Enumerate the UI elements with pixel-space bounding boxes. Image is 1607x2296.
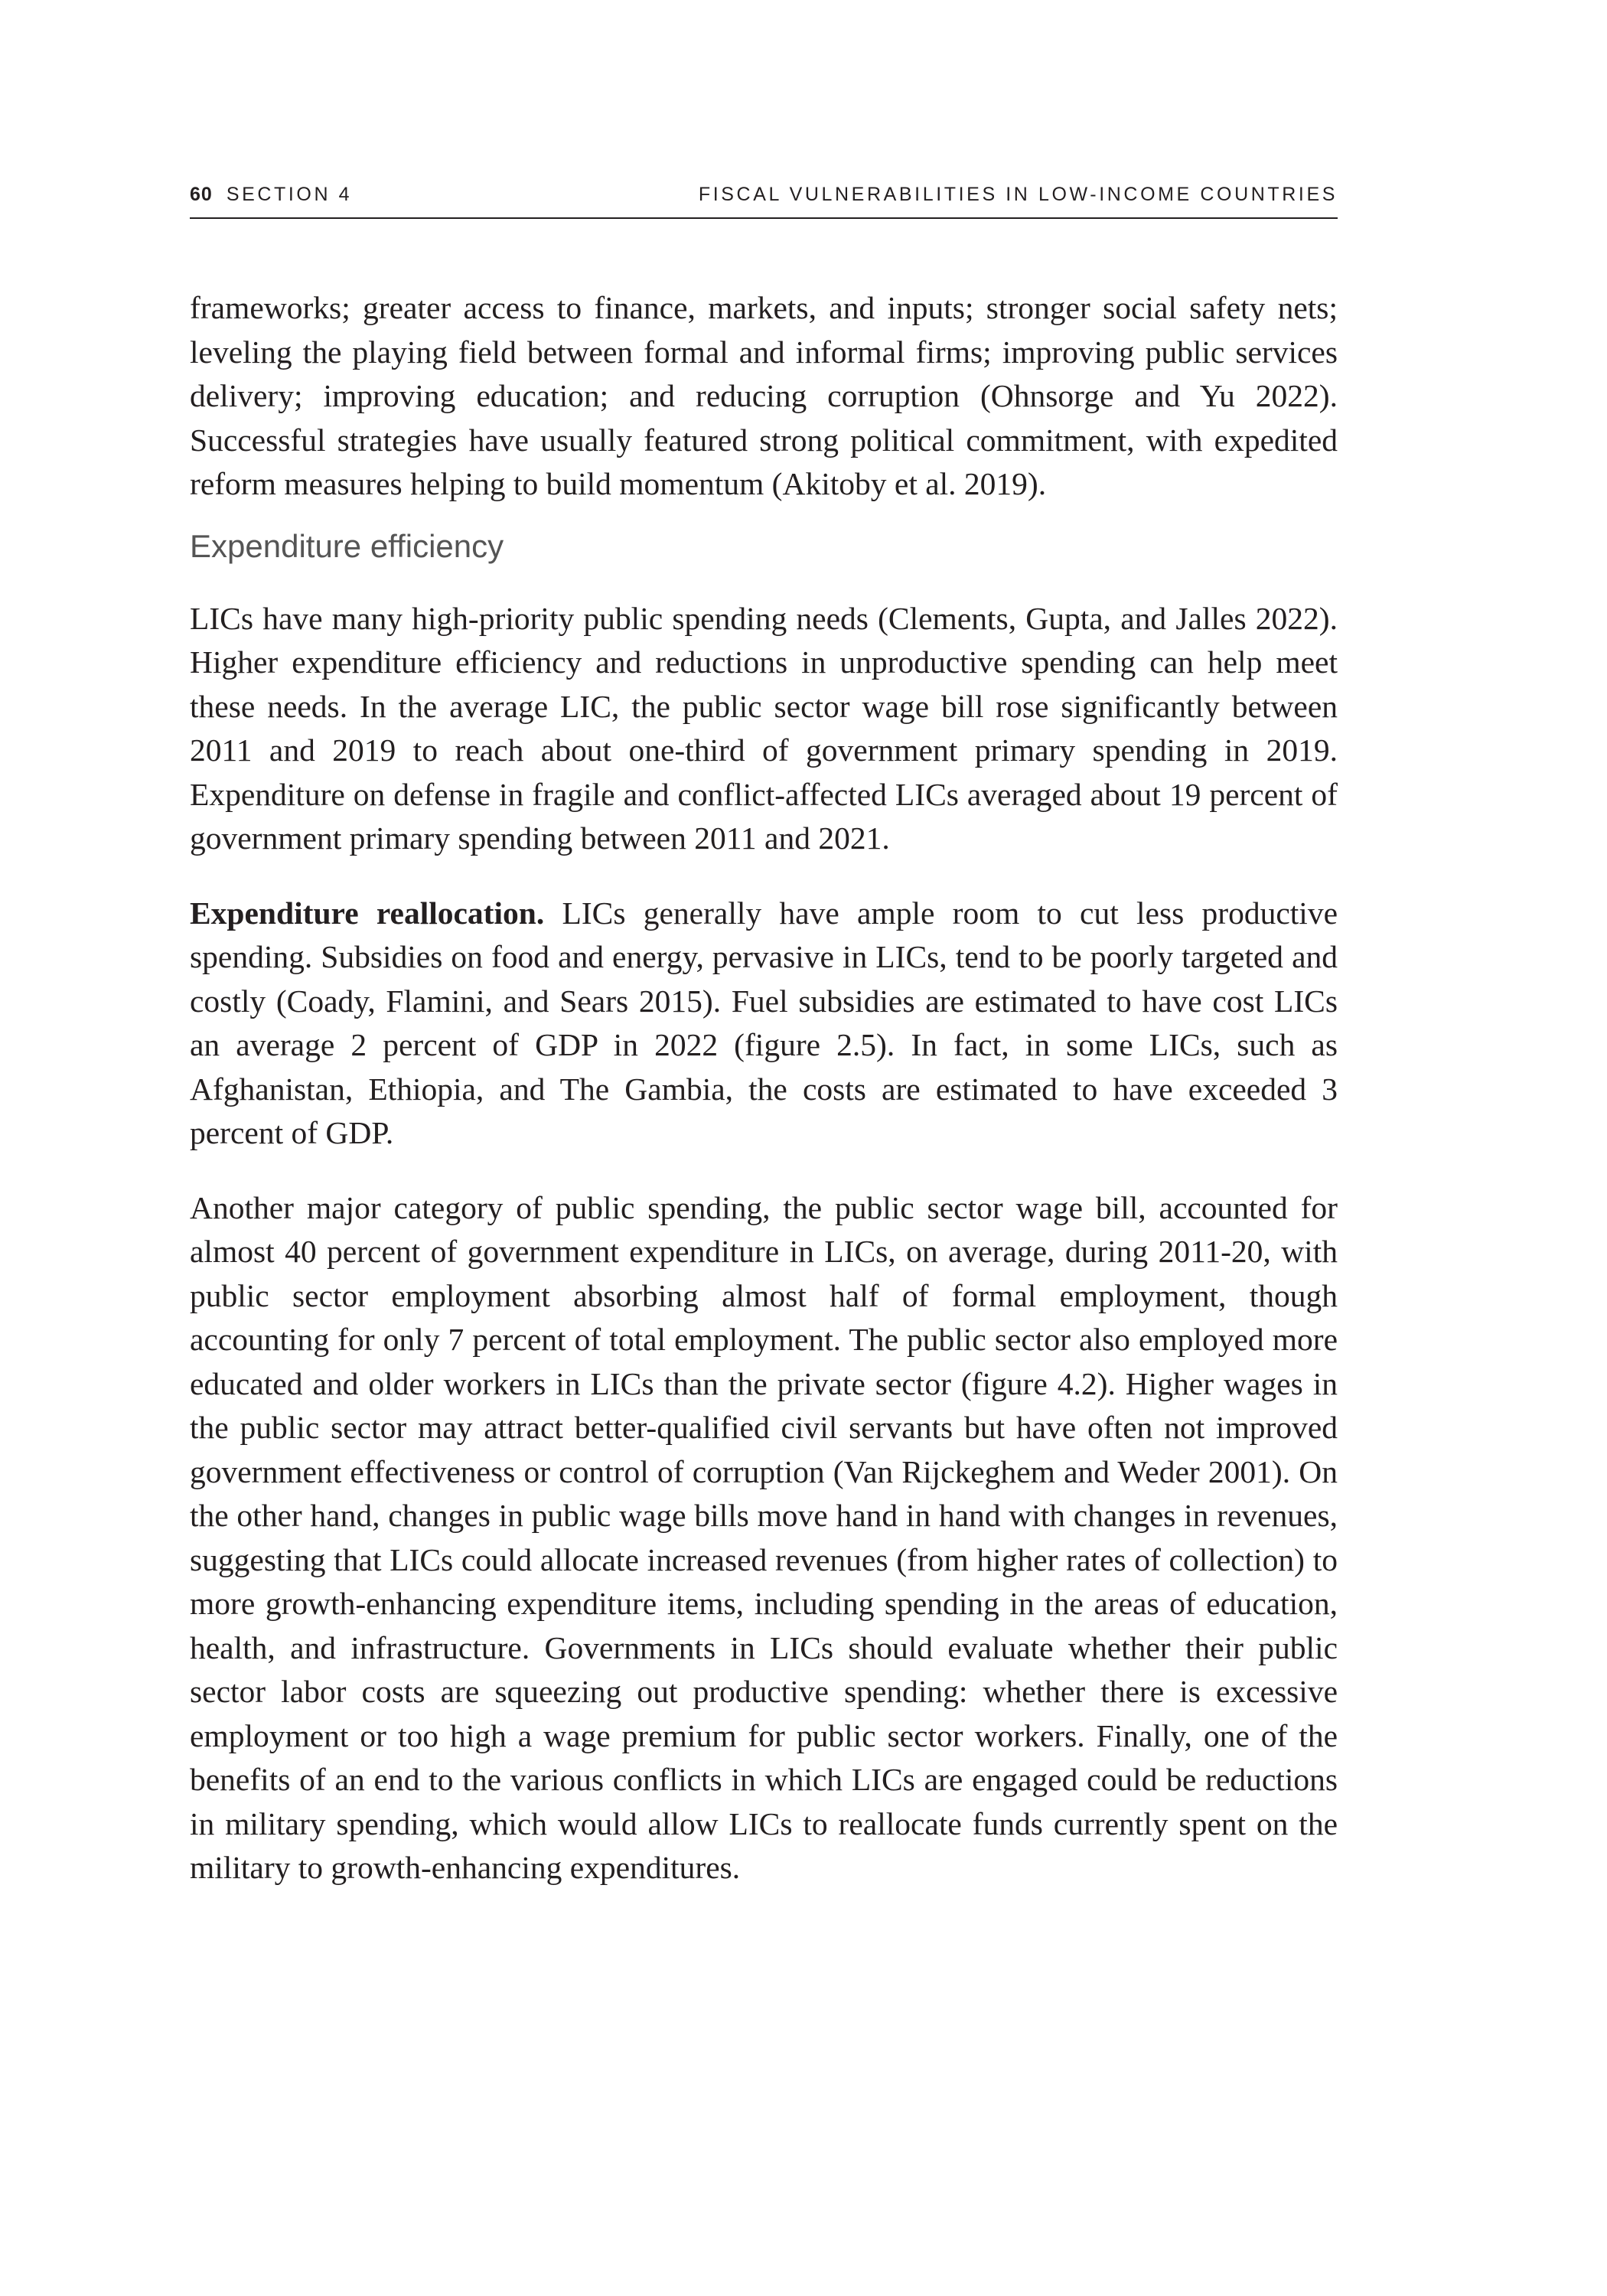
page-number: 60 xyxy=(190,184,213,205)
book-page xyxy=(190,184,1338,1890)
running-head-title: FISCAL VULNERABILITIES IN LOW-INCOME COUNTRIES xyxy=(698,184,1338,205)
section-label: SECTION 4 xyxy=(226,184,353,205)
running-head-left xyxy=(190,184,352,206)
run-in-heading: Expenditure reallocation. xyxy=(190,895,545,931)
paragraph-wage-bill: Another major category of public spending, the public sector wage bill, accounted for almost 40 percent of government expenditure in LICs, on average, during 2011-20, with public sector employment absorbing almost half of formal employment, though accounting for only 7 percent of total employment. The public sector also employed more educated and older workers in LICs than the private sector (figure 4.2). Higher wages in the public sector may attract better-qualified civil servants but have often not improved government effectiveness or control of corruption (Van Rijckeghem and Weder 2001). On the other hand, changes in public wage bills move hand in hand with changes in revenues, suggesting that LICs could allocate increased revenues (from higher rates of collection) to more growth-enhancing expenditure items, including spending in the areas of education, health, and infrastructure. Governments in LICs should evaluate whether their public sector labor costs are squeezing out productive spending: whether there is excessive employment or too high a wage premium for public sector workers. Finally, one of the benefits of an end to the various conflicts in which LICs are engaged could be reductions in military spending, which would allow LICs to reallocate funds currently spent on the military to growth-enhancing expenditures. xyxy=(190,1189,1338,1885)
paragraph-expenditure-reallocation xyxy=(190,892,1338,1156)
subheading-expenditure-efficiency: Expenditure efficiency xyxy=(190,527,504,564)
paragraph-spending-needs: LICs have many high-priority public spending needs (Clements, Gupta, and Jalles 2022). Higher expenditure efficiency and reductions in unproductive spending can help meet these needs. In the average LIC, the public sector wage bill rose significantly between 2011 and 2019 to reach about one-third of government primary spending in 2019. Expenditure on defense in fragile and conflict-affected LICs averaged about 19 percent of government primary spending between 2011 and 2021. xyxy=(190,600,1338,856)
paragraph-reallocation-text: LICs generally have ample room to cut less productive spending. Subsidies on food and energy, pervasive in LICs, tend to be poorly targeted and costly (Coady, Flamini, and Sears 2015). Fuel subsidies are estimated to have cost LICs an average 2 percent of GDP in 2022 (figure 2.5). In fact, in some LICs, such as Afghanistan, Ethiopia, and The Gambia, the costs are estimated to have exceeded 3 percent of GDP. xyxy=(190,895,1338,1150)
running-head xyxy=(190,184,1338,219)
body-text xyxy=(190,286,1338,1890)
paragraph-continued: frameworks; greater access to finance, markets, and inputs; stronger social safety nets; leveling the playing field between formal and informal firms; improving public services delivery; improving education; and reducing corruption (Ohnsorge and Yu 2022). Successful strategies have usually featured strong political commitment, with expedited reform measures helping to build momentum (Akitoby et al. 2019). xyxy=(190,290,1338,501)
